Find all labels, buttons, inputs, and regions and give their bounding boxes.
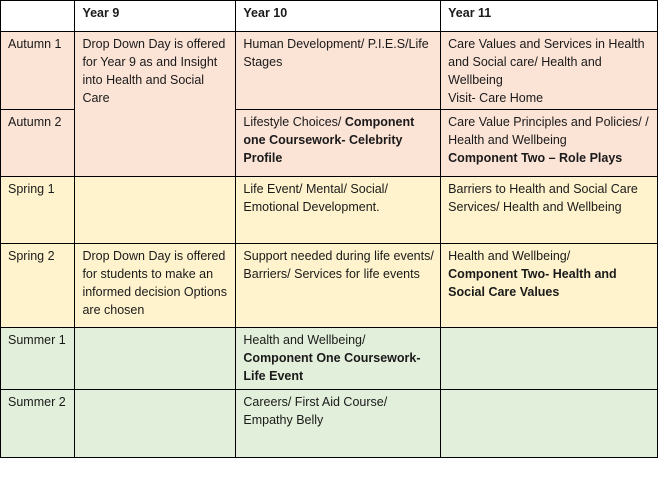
cell-year9-summer-1	[75, 328, 236, 390]
header-row	[1, 1, 658, 32]
cell-year11-summer-1	[441, 328, 658, 390]
table-row-spring-2	[1, 244, 658, 328]
component-bold-text: Component Two- Health and Social Care Values	[448, 267, 617, 299]
cell-year10-spring-1: Life Event/ Mental/ Social/ Emotional Development.	[236, 177, 441, 244]
header-year-10: Year 10	[236, 1, 441, 32]
table-row-autumn-1	[1, 32, 658, 110]
table-row-spring-1	[1, 177, 658, 244]
cell-year9-spring-2: Drop Down Day is offered for students to make an informed decision Options are chosen	[75, 244, 236, 328]
cell-year10-summer-2: Careers/ First Aid Course/ Empathy Belly	[236, 390, 441, 458]
header-year-11: Year 11	[441, 1, 658, 32]
term-label-spring-1: Spring 1	[1, 177, 75, 244]
term-label-summer-1: Summer 1	[1, 328, 75, 390]
cell-text: Lifestyle Choices/	[243, 115, 345, 129]
cell-text: Care Values and Services in Health and Social care/ Health and Wellbeing	[448, 37, 645, 87]
term-label-summer-2: Summer 2	[1, 390, 75, 458]
term-label-autumn-2: Autumn 2	[1, 110, 75, 177]
cell-year11-spring-1: Barriers to Health and Social Care Services/ Health and Wellbeing	[441, 177, 658, 244]
cell-year10-autumn-2	[236, 110, 441, 177]
table-row-summer-2	[1, 390, 658, 458]
header-corner	[1, 1, 75, 32]
cell-year11-spring-2	[441, 244, 658, 328]
term-label-autumn-1: Autumn 1	[1, 32, 75, 110]
term-label-spring-2: Spring 2	[1, 244, 75, 328]
cell-year11-autumn-1	[441, 32, 658, 110]
cell-year11-autumn-2	[441, 110, 658, 177]
visit-note: Visit- Care Home	[448, 91, 544, 105]
cell-year10-spring-2: Support needed during life events/ Barriers/ Services for life events	[236, 244, 441, 328]
component-bold-text: Component One Coursework- Life Event	[243, 351, 421, 383]
cell-year11-summer-2	[441, 390, 658, 458]
cell-text: Health and Wellbeing/	[448, 249, 571, 263]
cell-year9-autumn: Drop Down Day is offered for Year 9 as and Insight into Health and Social Care	[75, 32, 236, 177]
cell-text: Care Value Principles and Policies/ / Health and Wellbeing	[448, 115, 649, 147]
cell-year9-spring-1	[75, 177, 236, 244]
component-bold-text: Component one Coursework- Celebrity Profile	[243, 115, 415, 165]
cell-text: Health and Wellbeing/	[243, 333, 366, 347]
header-year-9: Year 9	[75, 1, 236, 32]
cell-year9-summer-2	[75, 390, 236, 458]
cell-year10-autumn-1: Human Development/ P.I.E.S/Life Stages	[236, 32, 441, 110]
table-row-summer-1	[1, 328, 658, 390]
cell-year10-summer-1	[236, 328, 441, 390]
component-bold-text: Component Two – Role Plays	[448, 151, 623, 165]
